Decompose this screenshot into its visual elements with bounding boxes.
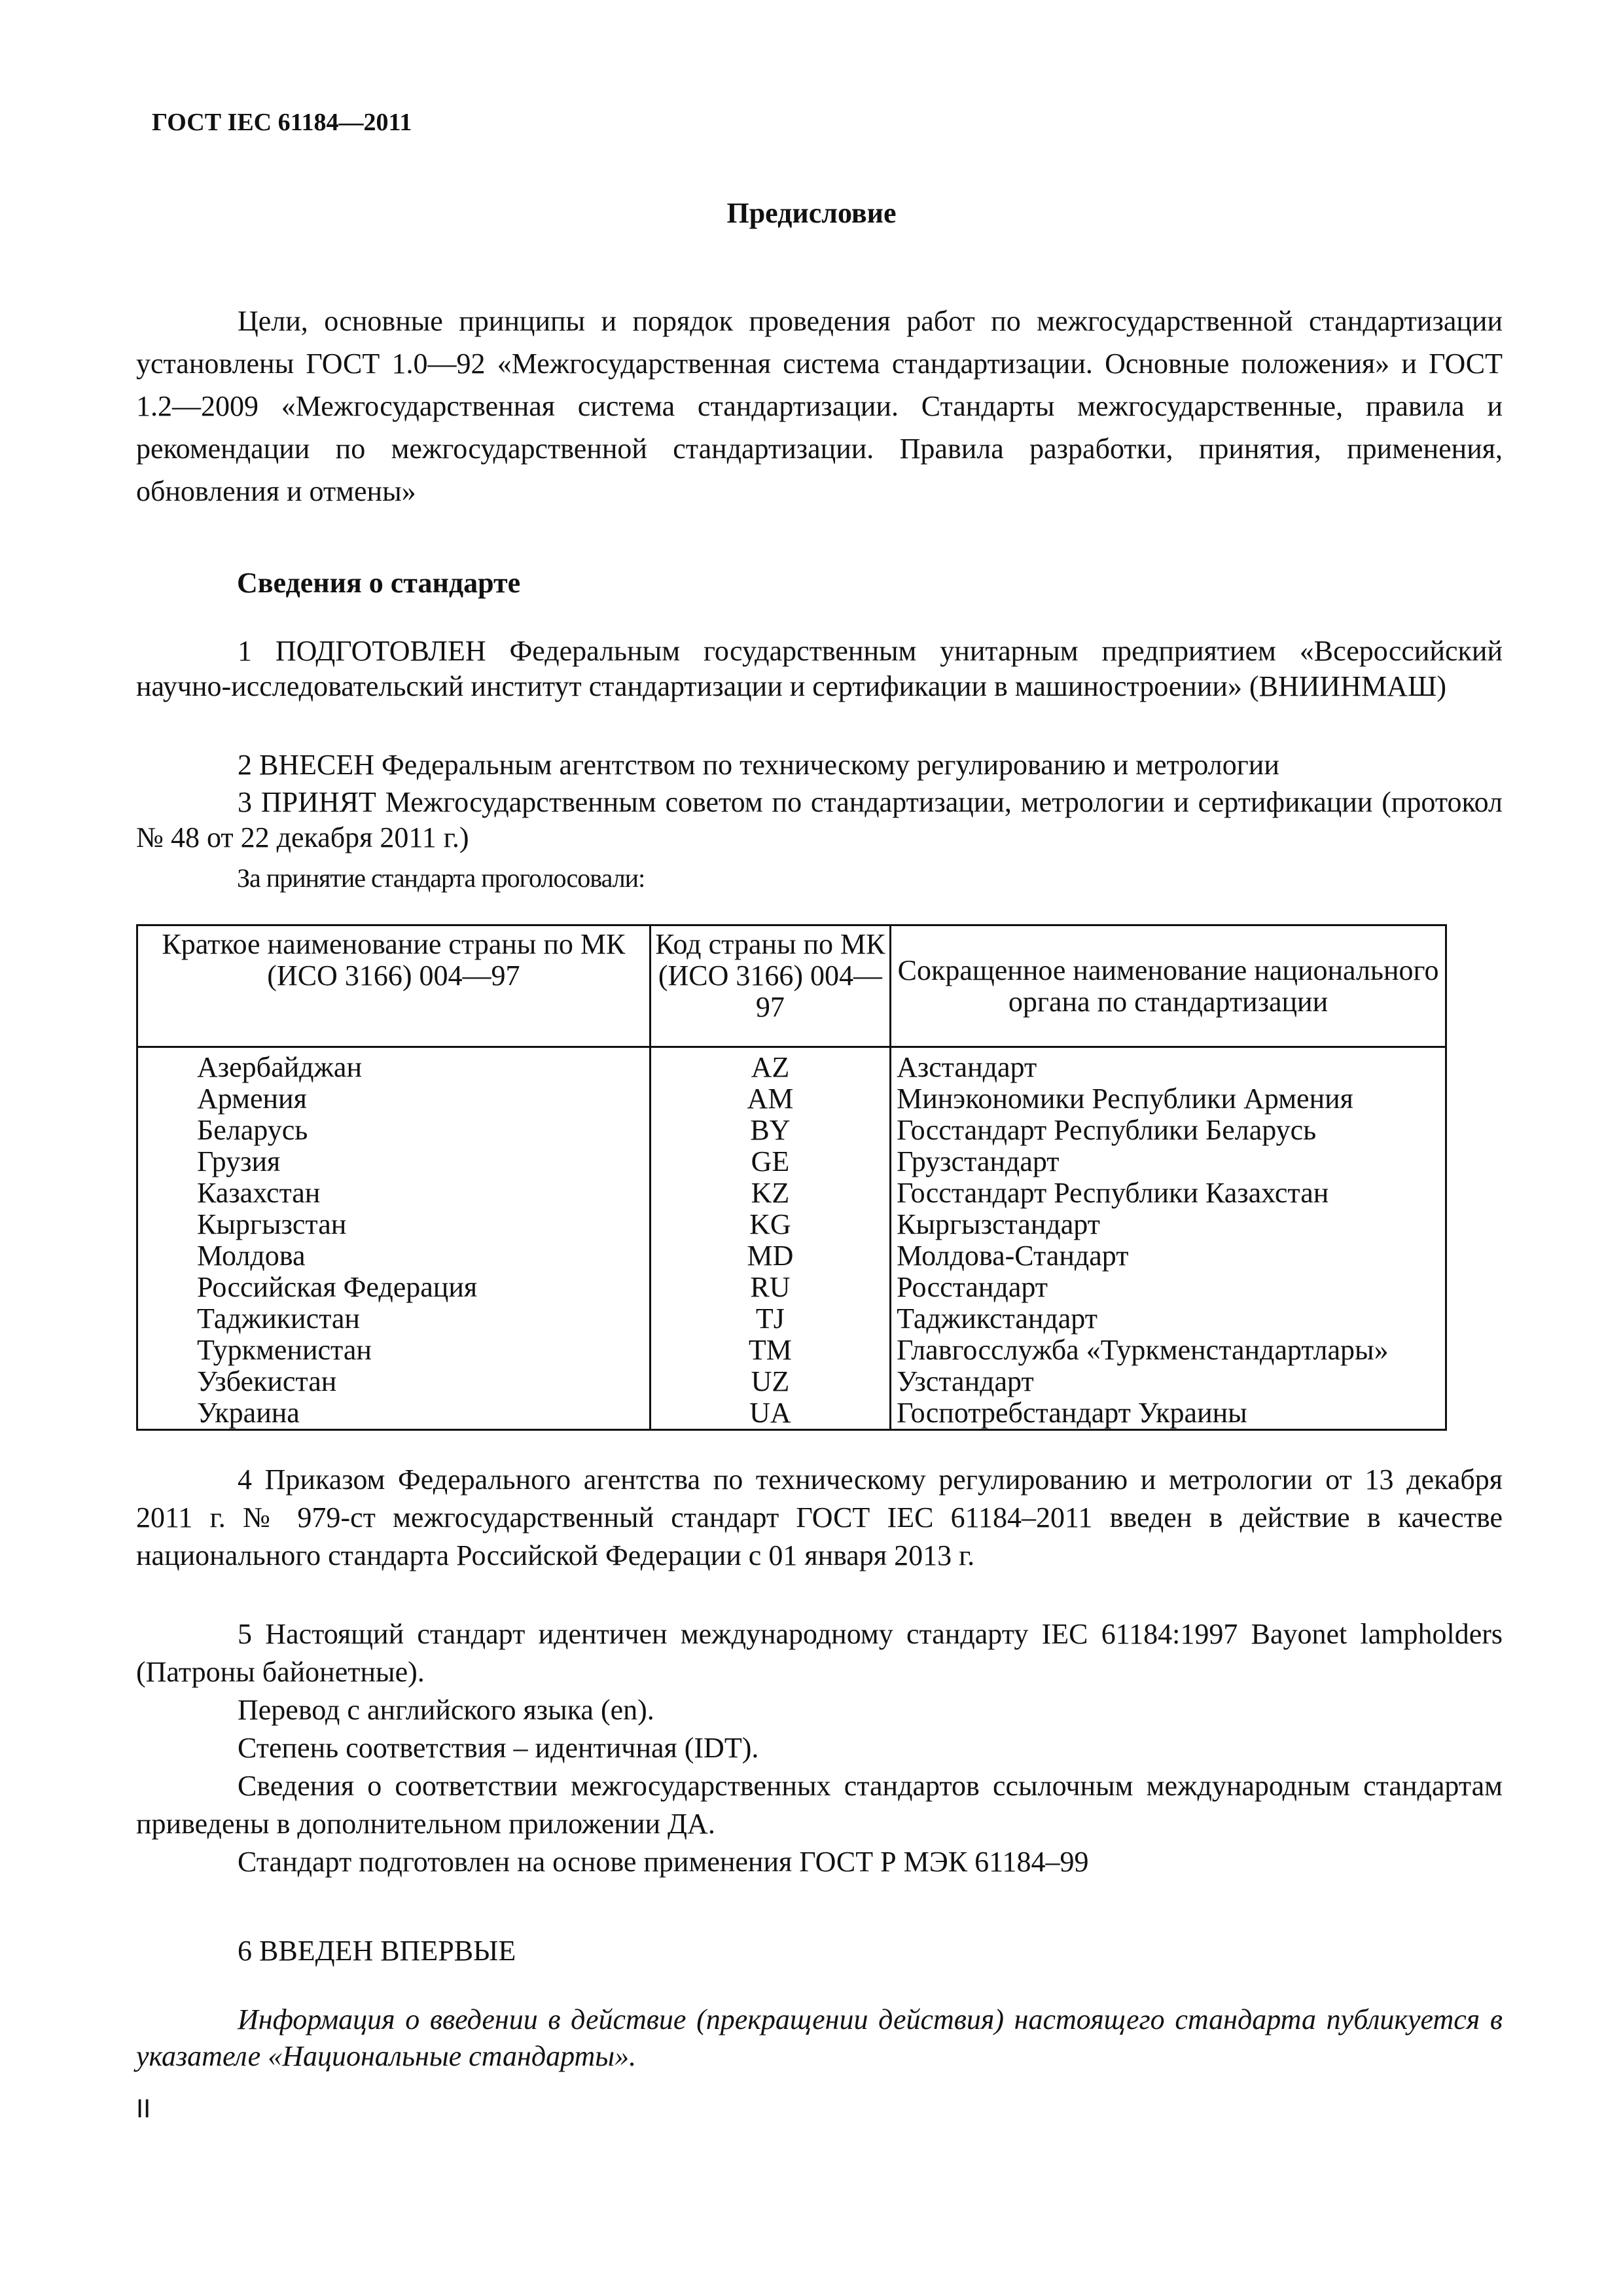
references-text: Сведения о соответствии межгосударственных стандартов ссылочным международным стандартам приведены в дополнительном приложении ДА.: [136, 1770, 1503, 1840]
basis-text: Стандарт подготовлен на основе применения ГОСТ Р МЭК 61184–99: [238, 1846, 1089, 1878]
vote-caption: За принятие стандарта проголосовали:: [237, 863, 645, 893]
table-row: [137, 1240, 1446, 1272]
voting-table: [136, 924, 1447, 1431]
item-1: [136, 634, 1503, 704]
cell-country: Армения: [137, 1083, 651, 1115]
translation-line: [136, 1691, 1503, 1729]
cell-country: Туркменистан: [137, 1335, 651, 1366]
table-row: [137, 1335, 1446, 1366]
table-row: [137, 1209, 1446, 1240]
table-body: [137, 1047, 1446, 1430]
item-5-text: 5 Настоящий стандарт идентичен международному стандарту IEC 61184:1997 Bayonet lampholders (Патроны байонетные).: [136, 1618, 1503, 1688]
cell-country: Узбекистан: [137, 1366, 651, 1397]
item-5: [136, 1615, 1503, 1691]
cell-code: TM: [650, 1335, 890, 1366]
cell-body: Госстандарт Республики Беларусь: [891, 1115, 1446, 1146]
cell-body: Госпотребстандарт Украины: [891, 1397, 1446, 1430]
info-heading: Сведения о стандарте: [237, 567, 521, 599]
header-code: Код страны по МК (ИСО 3166) 004—97: [650, 925, 890, 1047]
cell-body: Молдова-Стандарт: [891, 1240, 1446, 1272]
cell-code: MD: [650, 1240, 890, 1272]
cell-code: KG: [650, 1209, 890, 1240]
cell-body: Азстандарт: [891, 1047, 1446, 1084]
page-title: Предисловие: [726, 197, 897, 229]
cell-country: Российская Федерация: [137, 1272, 651, 1303]
table-row: [137, 1115, 1446, 1146]
item-4: [136, 1461, 1503, 1575]
cell-code: BY: [650, 1115, 890, 1146]
table-row: [137, 1083, 1446, 1115]
cell-body: Минэкономики Республики Армения: [891, 1083, 1446, 1115]
cell-code: TJ: [650, 1303, 890, 1335]
cell-country: Грузия: [137, 1146, 651, 1177]
conformity-line: [136, 1729, 1503, 1767]
cell-code: KZ: [650, 1177, 890, 1209]
item-2-text: 2 ВНЕСЕН Федеральным агентством по техническому регулированию и метрологии: [238, 749, 1279, 781]
item-3-text: 3 ПРИНЯТ Межгосударственным советом по стандартизации, метрологии и сертификации (протокол № 48 от 22 декабря 2011 г.): [136, 786, 1503, 853]
cell-body: Кыргызстандарт: [891, 1209, 1446, 1240]
item-3: [136, 785, 1503, 855]
cell-body: Госстандарт Республики Казахстан: [891, 1177, 1446, 1209]
cell-code: AZ: [650, 1047, 890, 1084]
cell-country: Молдова: [137, 1240, 651, 1272]
conformity-text: Степень соответствия – идентичная (IDT).: [238, 1732, 759, 1764]
table-row: [137, 1177, 1446, 1209]
cell-code: GE: [650, 1146, 890, 1177]
cell-code: AM: [650, 1083, 890, 1115]
item-1-text: 1 ПОДГОТОВЛЕН Федеральным государственным унитарным предприятием «Всероссийский научно-исследовательский институт стандартизации и сертификации в машиностроении» (ВНИИНМАШ): [136, 635, 1503, 702]
table-row: [137, 1366, 1446, 1397]
cell-country: Украина: [137, 1397, 651, 1430]
cell-country: Азербайджан: [137, 1047, 651, 1084]
cell-body: Росстандарт: [891, 1272, 1446, 1303]
cell-country: Таджикистан: [137, 1303, 651, 1335]
table-header-row: [137, 925, 1446, 1047]
table-row: [137, 1047, 1446, 1084]
references-line: [136, 1767, 1503, 1843]
document-header: ГОСТ IEC 61184—2011: [152, 109, 412, 136]
table-row: [137, 1303, 1446, 1335]
header-country: Краткое наименование страны по МК (ИСО 3166) 004—97: [137, 925, 651, 1047]
cell-body: Таджикстандарт: [891, 1303, 1446, 1335]
cell-body: Главгосслужба «Туркменстандартлары»: [891, 1335, 1446, 1366]
table-row: [137, 1146, 1446, 1177]
table-row: [137, 1272, 1446, 1303]
cell-code: UA: [650, 1397, 890, 1430]
cell-code: RU: [650, 1272, 890, 1303]
header-body: Сокращенное наименование национального органа по стандартизации: [891, 925, 1446, 1047]
publication-notice: [136, 2001, 1503, 2075]
item-6: [136, 1929, 1503, 1972]
item-6-text: 6 ВВЕДЕН ВПЕРВЫЕ: [238, 1935, 516, 1967]
cell-country: Казахстан: [137, 1177, 651, 1209]
item-4-text: 4 Приказом Федерального агентства по техническому регулированию и метрологии от 13 декабря 2011 г. № 979-ст межгосударственный стандарт ГОСТ IEC 61184–2011 введен в действие в качестве национального стандарта Российской Федерации с 01 января 2013 г.: [136, 1463, 1503, 1571]
cell-body: Грузстандарт: [891, 1146, 1446, 1177]
translation-text: Перевод с английского языка (en).: [238, 1694, 654, 1726]
cell-body: Узстандарт: [891, 1366, 1446, 1397]
intro-paragraph: [136, 300, 1503, 512]
page-number: II: [136, 2094, 151, 2123]
intro-text: Цели, основные принципы и порядок проведения работ по межгосударственной стандартизации установлены ГОСТ 1.0—92 «Межгосударственная система стандартизации. Основные положения» и ГОСТ 1.2—2009 «Межгосударственная система стандартизации. Стандарты межгосударственные, правила и рекомендации по межгосударственной стандартизации. Правила разработки, принятия, применения, обновления и отмены»: [136, 305, 1503, 507]
basis-line: [136, 1843, 1503, 1881]
cell-country: Кыргызстан: [137, 1209, 651, 1240]
notice-text: Информация о введении в действие (прекращении действия) настоящего стандарта публикуется в указателе «Национальные стандарты».: [136, 2003, 1503, 2072]
cell-code: UZ: [650, 1366, 890, 1397]
table-row: [137, 1397, 1446, 1430]
cell-country: Беларусь: [137, 1115, 651, 1146]
item-2: [136, 747, 1503, 783]
